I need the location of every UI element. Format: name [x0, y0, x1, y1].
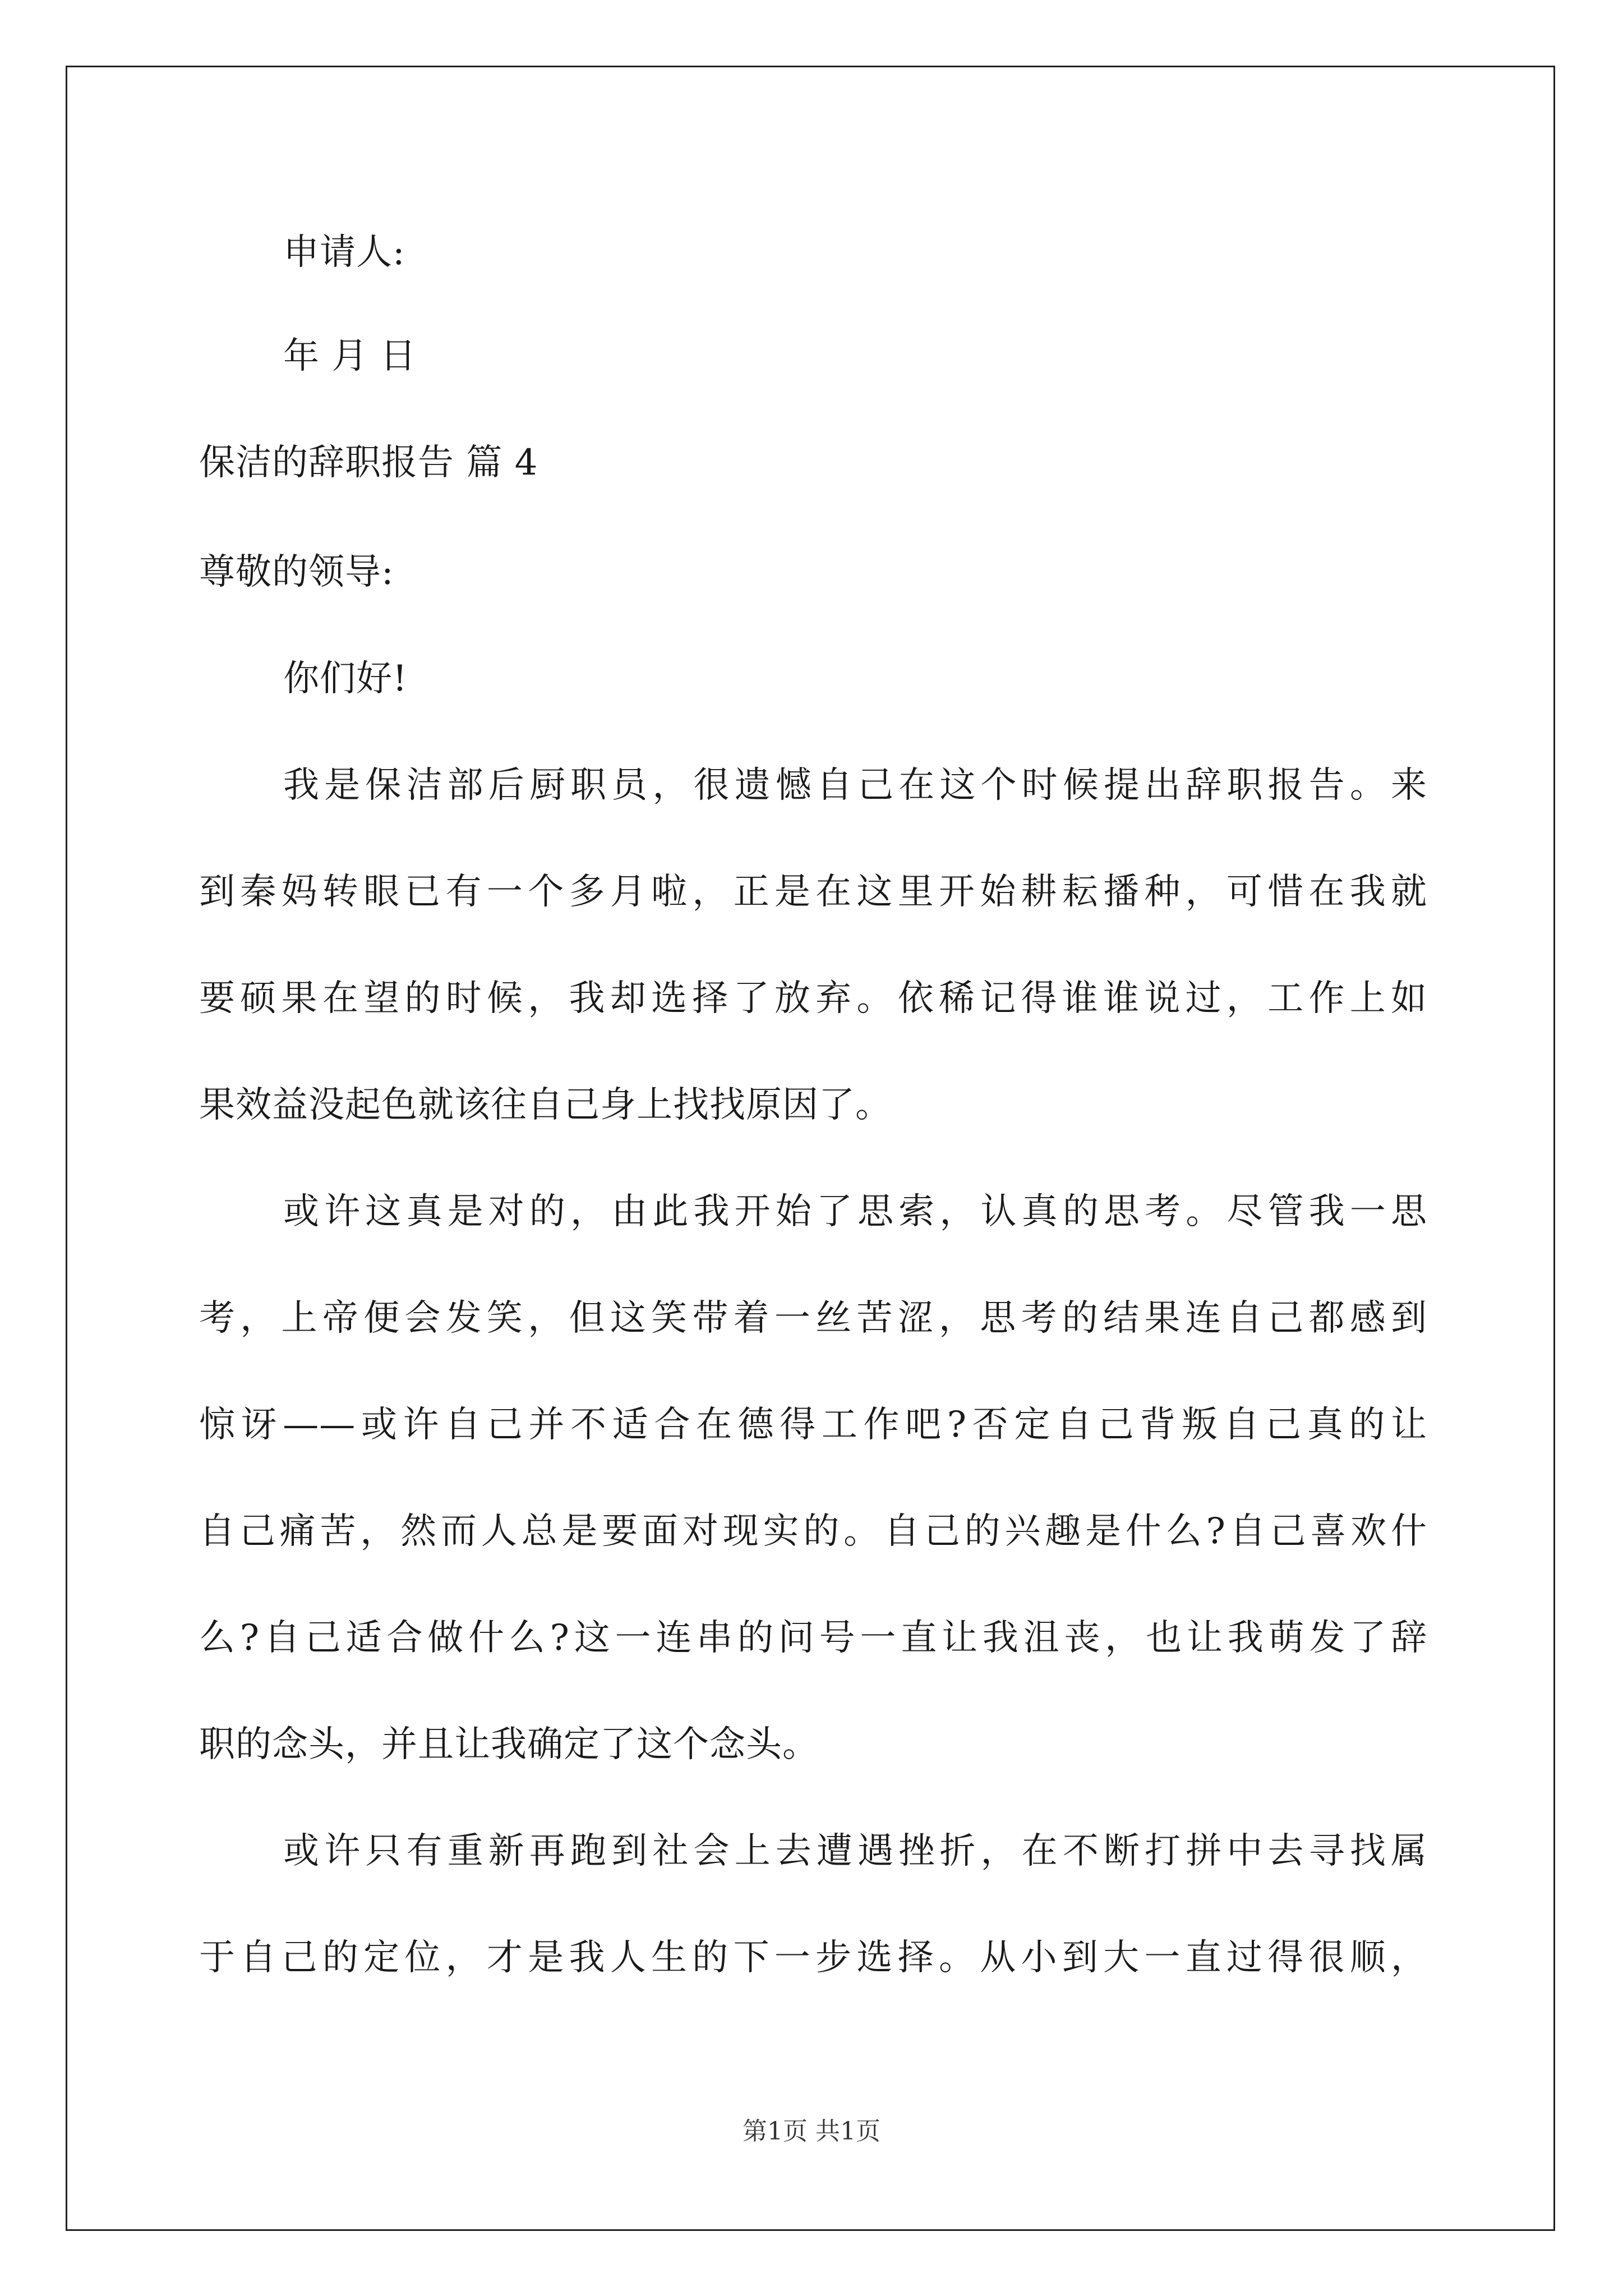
paragraph-line: 我是保洁部后厨职员，很遗憾自己在这个时候提出辞职报告。来 [283, 765, 1427, 806]
salutation: 尊敬的领导: [199, 551, 394, 593]
applicant-label: 申请人: [283, 232, 405, 273]
page-border [66, 66, 1555, 2231]
paragraph-line: 要硕果在望的时候，我却选择了放弃。依稀记得谁谁说过，工作上如 [199, 978, 1427, 1019]
greeting: 你们好! [283, 658, 408, 700]
paragraph-line: 到秦妈转眼已有一个多月啦，正是在这里开始耕耘播种，可惜在我就 [199, 871, 1427, 913]
page-number-footer: 第1页 共1页 [743, 2117, 880, 2146]
paragraph-line: 或许只有重新再跑到社会上去遭遇挫折，在不断打拼中去寻找属 [283, 1830, 1427, 1872]
paragraph-line: 么?自己适合做什么?这一连串的问号一直让我沮丧，也让我萌发了辞 [199, 1617, 1427, 1659]
paragraph-line: 考，上帝便会发笑，但这笑带着一丝苦涩，思考的结果连自己都感到 [199, 1297, 1427, 1339]
paragraph-line: 职的念头，并且让我确定了这个念头。 [199, 1724, 819, 1765]
date-label: 年 月 日 [283, 335, 417, 377]
paragraph-line: 于自己的定位，才是我人生的下一步选择。从小到大一直过得很顺， [199, 1937, 1427, 1978]
paragraph-line: 惊讶——或许自己并不适合在德得工作吧?否定自己背叛自己真的让 [199, 1404, 1427, 1446]
paragraph-line: 自己痛苦，然而人总是要面对现实的。自己的兴趣是什么?自己喜欢什 [199, 1511, 1427, 1552]
paragraph-line: 果效益没起色就该往自己身上找找原因了。 [199, 1084, 892, 1126]
section-title: 保洁的辞职报告 篇 4 [199, 442, 538, 484]
paragraph-line: 或许这真是对的，由此我开始了思索，认真的思考。尽管我一思 [283, 1191, 1427, 1232]
